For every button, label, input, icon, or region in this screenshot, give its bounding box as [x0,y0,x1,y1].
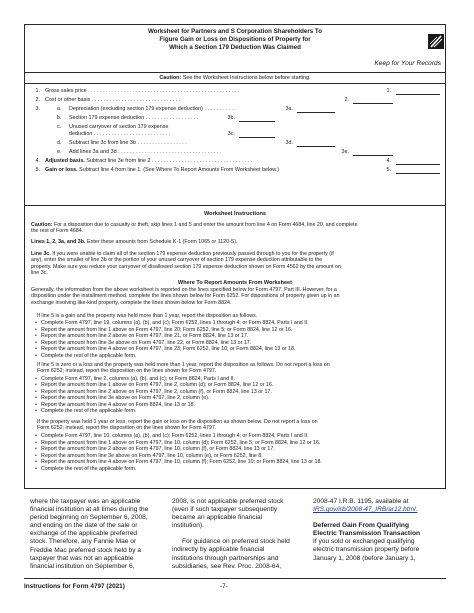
line-3c-entry[interactable] [239,131,275,138]
line-4-entry[interactable] [396,158,440,165]
caution-label: Caution: [159,75,182,81]
line-number: 3. [35,106,40,112]
list-item: • Report the amount from line 3e above on Form 4797, line 2, column (e). [41,395,209,401]
line-number: 5. [35,167,40,173]
line-label: Depreciation (excluding section 179 expense deduction) . . . . . . . . . . . [69,106,236,112]
line-ref: 5. [386,167,391,173]
line-label: Section 179 expense deduction . . . . . . . . . . . . . . . . . . [69,115,199,121]
line-ref: 4. [386,158,391,164]
list-item: • Report the amount from line 1 above on Form 4797, line 10, column (d); Form 6252, line 5; or Form 8824, line 12 or 16. [41,440,320,446]
line-ref: 1. [386,88,391,94]
short-term-lead: If the property was held 1 year or less, report the gain or loss on the disposition as shown below. Do not report a loss on Form 6252; instead, report the disposition on the lines shown for Form 4797. [37,419,318,432]
keep-for-records-note: Keep for Your Records [374,60,441,67]
line-3d-entry[interactable] [297,140,335,147]
body-column-right: 2008-47 I.R.B. 1195, available at IRS.gov/irb/2008-47_IRB/ar12.html. Deferred Gain From Qualifying Electric Transmission Transaction If you sold or exchanged qualifying electric transmission property before January 1, 2008 (before January 1, [313,498,421,562]
line-ref: 3a. [285,106,293,112]
worksheet-header [25,25,445,81]
list-item: • Report the amount from line 3e above on Form 4797, line 10, column (e), or Form 6252, line 8. [41,453,263,459]
list-item: • Complete the rest of the applicable form. [41,408,136,414]
where-to-report-title: Where To Report Amounts From Worksheet [178,280,292,286]
subline-letter: e. [57,149,62,155]
page-number: -7- [220,583,228,590]
list-item: • Report the amount from line 2 above on Form 4797, line 2, column (f), or Form 8824, line 13 or 17. [41,389,272,395]
line-ref: 3b. [227,115,235,121]
list-item: • Report the amount from line 1 above on Form 4797, line 2, column (d); or Form 8824, line 12 or 16. [41,382,273,388]
line-label: Add lines 3a and 3d . . . . . . . . . . . . . . . . . . . . . . . . . . . . . . . . . . . [69,149,222,155]
footer-divider [24,578,446,579]
list-item: • Complete Form 4797, line 2, columns (a), (b), and (c); or Form 8824, Parts I and II. [41,376,235,382]
list-item: • Report the amount from line 2 above on Form 4797, line 21, or Form 8824, line 13 or 17. [41,333,248,339]
worksheet-title-line: Figure Gain or Loss on Dispositions of Property for [159,36,311,44]
section-heading: Electric Transmission Transaction [313,530,421,538]
worksheet-title [25,28,445,53]
line-3c-paragraph: Line 3c. If you were unable to claim all of the section 179 expense deduction previously passed through to you for the property (if any), enter the smaller of line 3b or the portion of your unused carryover of section 179 expense deduction attributable to the property. Make sure you reduce your carryover of disallowed section 179 expense deduction shown on Form 4562 by the amount on line 3c. [31,251,341,276]
line-1-entry[interactable] [396,88,440,95]
loss-long-term-lead: If line 5 is zero or a loss and the property was held more than 1 year, report the disposition as follows. Do not report a loss on Form 6252; instead, report the disposition on the lines shown for Form 4797. [37,362,330,375]
line-3e-entry[interactable] [353,149,393,156]
line-label: Gain or loss. Subtract line 4 from line 1. (See Where To Report Amounts From Worksheet below.) [45,167,280,173]
line-ref: 3e. [341,149,349,155]
worksheet-title-line: Which a Section 179 Deduction Was Claimed [169,44,301,52]
line-3a-entry[interactable] [297,106,335,113]
line-label: deduction . . . . . . . . . . . . . . . . . . . . . . . . . . [69,131,171,137]
worksheet-caution [25,75,445,81]
instructions-title: Worksheet Instructions [203,211,267,217]
caution-text: See the Worksheet Instructions below before starting. [182,75,311,81]
section-heading: Deferred Gain From Qualifying [313,522,409,530]
list-item: • Report the amount from line 4 above on Form 4797, line 10, column (f); Form 6252, line 10; or Form 8824, line 13 or 18. [41,459,322,465]
subline-letter: a. [57,106,62,112]
line-number: 4. [35,158,40,164]
list-item: • Report the amount from line 1 above on Form 4797, line 20; Form 6252, line 5; or Form 8824, line 12 or 16. [41,327,292,333]
list-item: • Report the amount from line 3e above on Form 4797, line 22, or Form 8824, line 13 or 17. [41,340,251,346]
list-item: • Report the amount from line 4 above on Form 8824, line 13 or 18. [41,402,195,408]
body-column-left: where the taxpayer was an applicable financial institution at all times during the period beginning on September 6, 2008, and ending on the date of the sale or exchange of the applicable preferred stock. Therefore, any Fannie Mae or Freddie Mac preferred stock held by a taxpayer that was not an applicable financial institution on September 6, [30,498,149,570]
instructions-divider [25,205,445,206]
list-item: • Report the amount from line 4 above on Form 4797, line 23; Form 6252, line 10; or Form 8824, line 13 or 18. [41,346,295,352]
subline-letter: b. [57,115,62,121]
line-label: Unused carryover of section 179 expense [69,124,169,130]
list-item: • Complete Form 4797, line 10, columns (a), (b), and (c); Form 6252, lines 1 through 4; or Form 8824, Parts I and II. [41,433,309,439]
line-ref: 3c. [227,131,235,137]
line-2-entry[interactable] [353,97,393,104]
line-label: Cost or other basis . . . . . . . . . . . . . . . . . . . . . . . . . . . . . . [45,97,181,103]
where-to-report-intro: Generally, the information from the above worksheet is reported on the lines specified below for Form 4797, Part III. However, for a disposition under the installment method, complete the lines shown below for Form 6252. For dispositions of property given up in an exchange involving like-kind property, complete the lines shown below for Form 8824. [31,287,340,306]
line-label: Adjusted basis. Subtract line 3e from line 2 . . . . . . . . . . . . . . . . . . . . . . . . . . . . . . . . . . [45,158,253,164]
lines-123-paragraph: Lines 1, 2, 3a, and 3b. Enter these amounts from Schedule K-1 (Form 1065 or 1120-S). [31,239,238,245]
line-ref: 2. [344,97,349,103]
pen-check-icon [428,34,444,49]
caution-paragraph: Caution: For a disposition due to casualty or theft, skip lines 1 and 5 and enter the amount from line 4 on Form 4684, line 20, and complete the rest of Form 4684. [31,222,358,235]
line-label: Gross sales price . . . . . . . . . . . . . . . . . . . . . . . . . . . . . . . . . . . . . . . . . . . . . . . . . . . [45,88,240,94]
list-item: • Complete Form 4797, line 19, columns (a), (b), and (c); Form 6252, lines 1 through 4; or Form 8824, Parts I and II. [41,320,309,326]
list-item: • Report the amount from line 2 above on Form 4797, line 10, column (f), or Form 8824, line 13 or 17. [41,446,275,452]
gain-long-term-lead: If line 5 is a gain and the property was held more than 1 year, report the disposition as follows. [37,313,258,319]
worksheet-box [24,24,446,489]
caution-label: Caution: [31,222,53,228]
line-ref: 3d. [285,140,293,146]
list-item: • Complete the rest of the applicable form. [41,466,136,472]
caution-divider [25,83,445,84]
line-3b-entry[interactable] [239,115,275,122]
worksheet-title-line: Worksheet for Partners and S Corporation Shareholders To [147,28,323,35]
footer-form-title: Instructions for Form 4797 (2021) [24,583,125,590]
line-number: 1. [35,88,40,94]
subline-letter: d. [57,140,62,146]
subline-letter: c. [57,124,62,130]
header-divider [25,72,445,73]
line-number: 2. [35,97,40,103]
line-label: Subtract line 3c from line 3b . . . . . . . . . . . . . . . . . [69,140,187,146]
body-column-middle: 2008, is not applicable preferred stock (even if such taxpayer subsequently became an applicable financial institution). For guidance on preferred stock held indirectly by applicable financial institutions through partnerships and subsidiaries, see Rev. Proc. 2008-64, [172,498,290,570]
irs-link[interactable]: IRS.gov/irb/2008-47_IRB/ar12.html. [313,506,418,514]
line-5-entry[interactable] [396,167,440,174]
list-item: • Complete the rest of the applicable form. [41,353,136,359]
